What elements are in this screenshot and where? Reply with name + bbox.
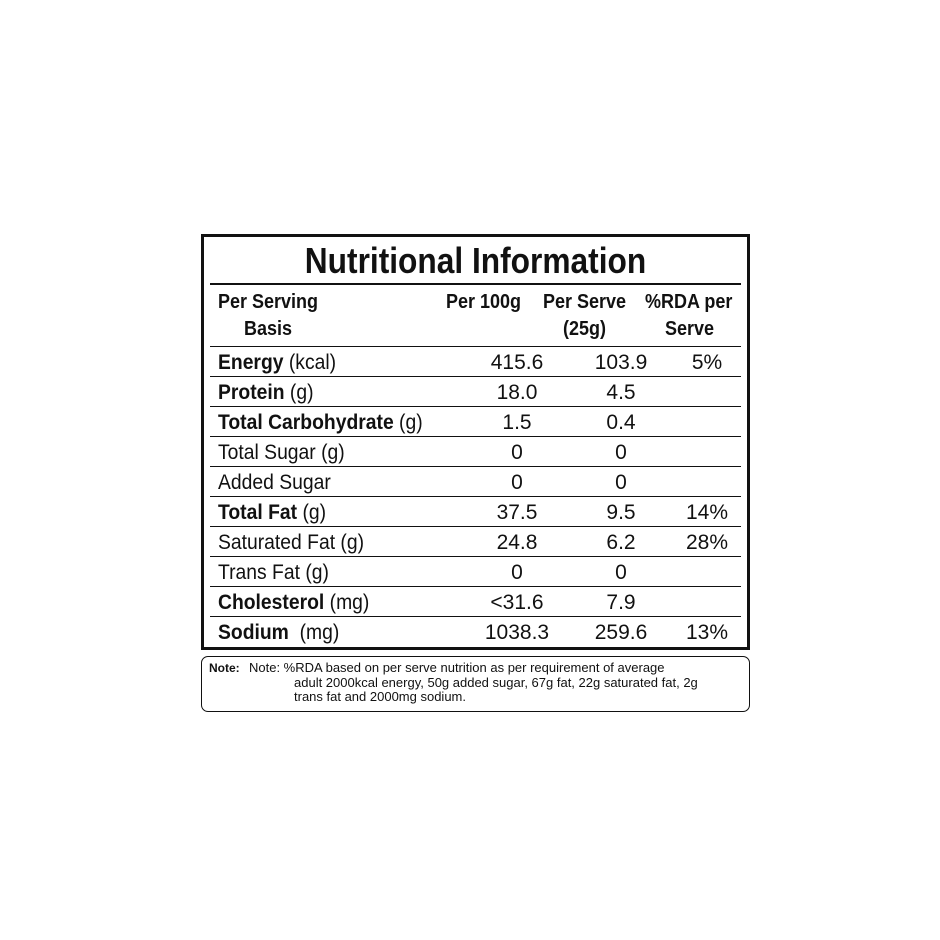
nutrient-name: Trans Fat (g) bbox=[218, 561, 329, 584]
nutrient-name: Saturated Fat (g) bbox=[218, 531, 365, 554]
per100-value: 1.5 bbox=[502, 411, 532, 434]
per100-value: 1038.3 bbox=[484, 621, 550, 644]
perserve-value: 0.4 bbox=[606, 411, 636, 434]
note-line: adult 2000kcal energy, 50g added sugar, 67g fat, 22g saturated fat, 2g bbox=[294, 674, 698, 690]
panel-title: Nutritional Information bbox=[304, 240, 647, 281]
row-protein bbox=[210, 377, 741, 407]
perserve-value: 4.5 bbox=[606, 381, 636, 404]
header-basis-line2: Basis bbox=[244, 318, 293, 340]
row-sodium bbox=[210, 617, 741, 647]
note-line: trans fat and 2000mg sodium. bbox=[294, 689, 466, 704]
per100-value: 0 bbox=[511, 441, 523, 464]
row-saturated-fat bbox=[210, 527, 741, 557]
rda-value: 28% bbox=[685, 531, 729, 554]
perserve-value: 9.5 bbox=[606, 501, 636, 524]
nutrient-name: Total Carbohydrate (g) bbox=[218, 411, 423, 434]
row-added-sugar bbox=[210, 467, 741, 497]
rda-value: 14% bbox=[685, 501, 729, 524]
per100-value: 0 bbox=[511, 471, 523, 494]
title-rule bbox=[210, 283, 741, 285]
perserve-value: 7.9 bbox=[606, 591, 636, 614]
row-total-fat bbox=[210, 497, 741, 527]
row-cholesterol bbox=[210, 587, 741, 617]
nutrient-name: Total Fat (g) bbox=[218, 501, 327, 524]
row-total-sugar bbox=[210, 437, 741, 467]
per100-value: 415.6 bbox=[490, 351, 544, 374]
rda-value: 5% bbox=[691, 351, 723, 374]
nutrient-name: Energy (kcal) bbox=[218, 351, 337, 374]
header-perserve-line2: (25g) bbox=[563, 318, 607, 340]
nutrient-name: Added Sugar bbox=[218, 471, 331, 494]
nutrient-name: Cholesterol (mg) bbox=[218, 591, 370, 614]
row-trans-fat bbox=[210, 557, 741, 587]
note-box bbox=[201, 656, 750, 712]
row-energy bbox=[210, 347, 741, 377]
header-rda-line1: %RDA per bbox=[645, 291, 733, 313]
per100-value: <31.6 bbox=[490, 591, 544, 614]
row-total-carbohydrate bbox=[210, 407, 741, 437]
header-basis-line1: Per Serving bbox=[218, 291, 319, 313]
perserve-value: 0 bbox=[615, 471, 627, 494]
perserve-value: 259.6 bbox=[594, 621, 648, 644]
header-rda-line2: Serve bbox=[665, 318, 715, 340]
rda-value: 13% bbox=[685, 621, 729, 644]
perserve-value: 6.2 bbox=[606, 531, 636, 554]
perserve-value: 0 bbox=[615, 441, 627, 464]
per100-value: 18.0 bbox=[496, 381, 538, 404]
nutrition-panel bbox=[201, 234, 750, 650]
note-text bbox=[249, 661, 743, 705]
header-perserve-line1: Per Serve bbox=[543, 291, 627, 313]
nutrient-name: Total Sugar (g) bbox=[218, 441, 345, 464]
per100-value: 0 bbox=[511, 561, 523, 584]
header-per100: Per 100g bbox=[446, 291, 522, 313]
per100-value: 37.5 bbox=[496, 501, 538, 524]
perserve-value: 103.9 bbox=[594, 351, 648, 374]
note-label: Note: bbox=[209, 661, 240, 675]
note-line: Note: %RDA based on per serve nutrition as per requirement of average bbox=[249, 660, 665, 675]
nutrient-name: Sodium (mg) bbox=[218, 621, 340, 644]
per100-value: 24.8 bbox=[496, 531, 538, 554]
perserve-value: 0 bbox=[615, 561, 627, 584]
nutrient-name: Protein (g) bbox=[218, 381, 314, 404]
row-divider bbox=[210, 346, 741, 347]
